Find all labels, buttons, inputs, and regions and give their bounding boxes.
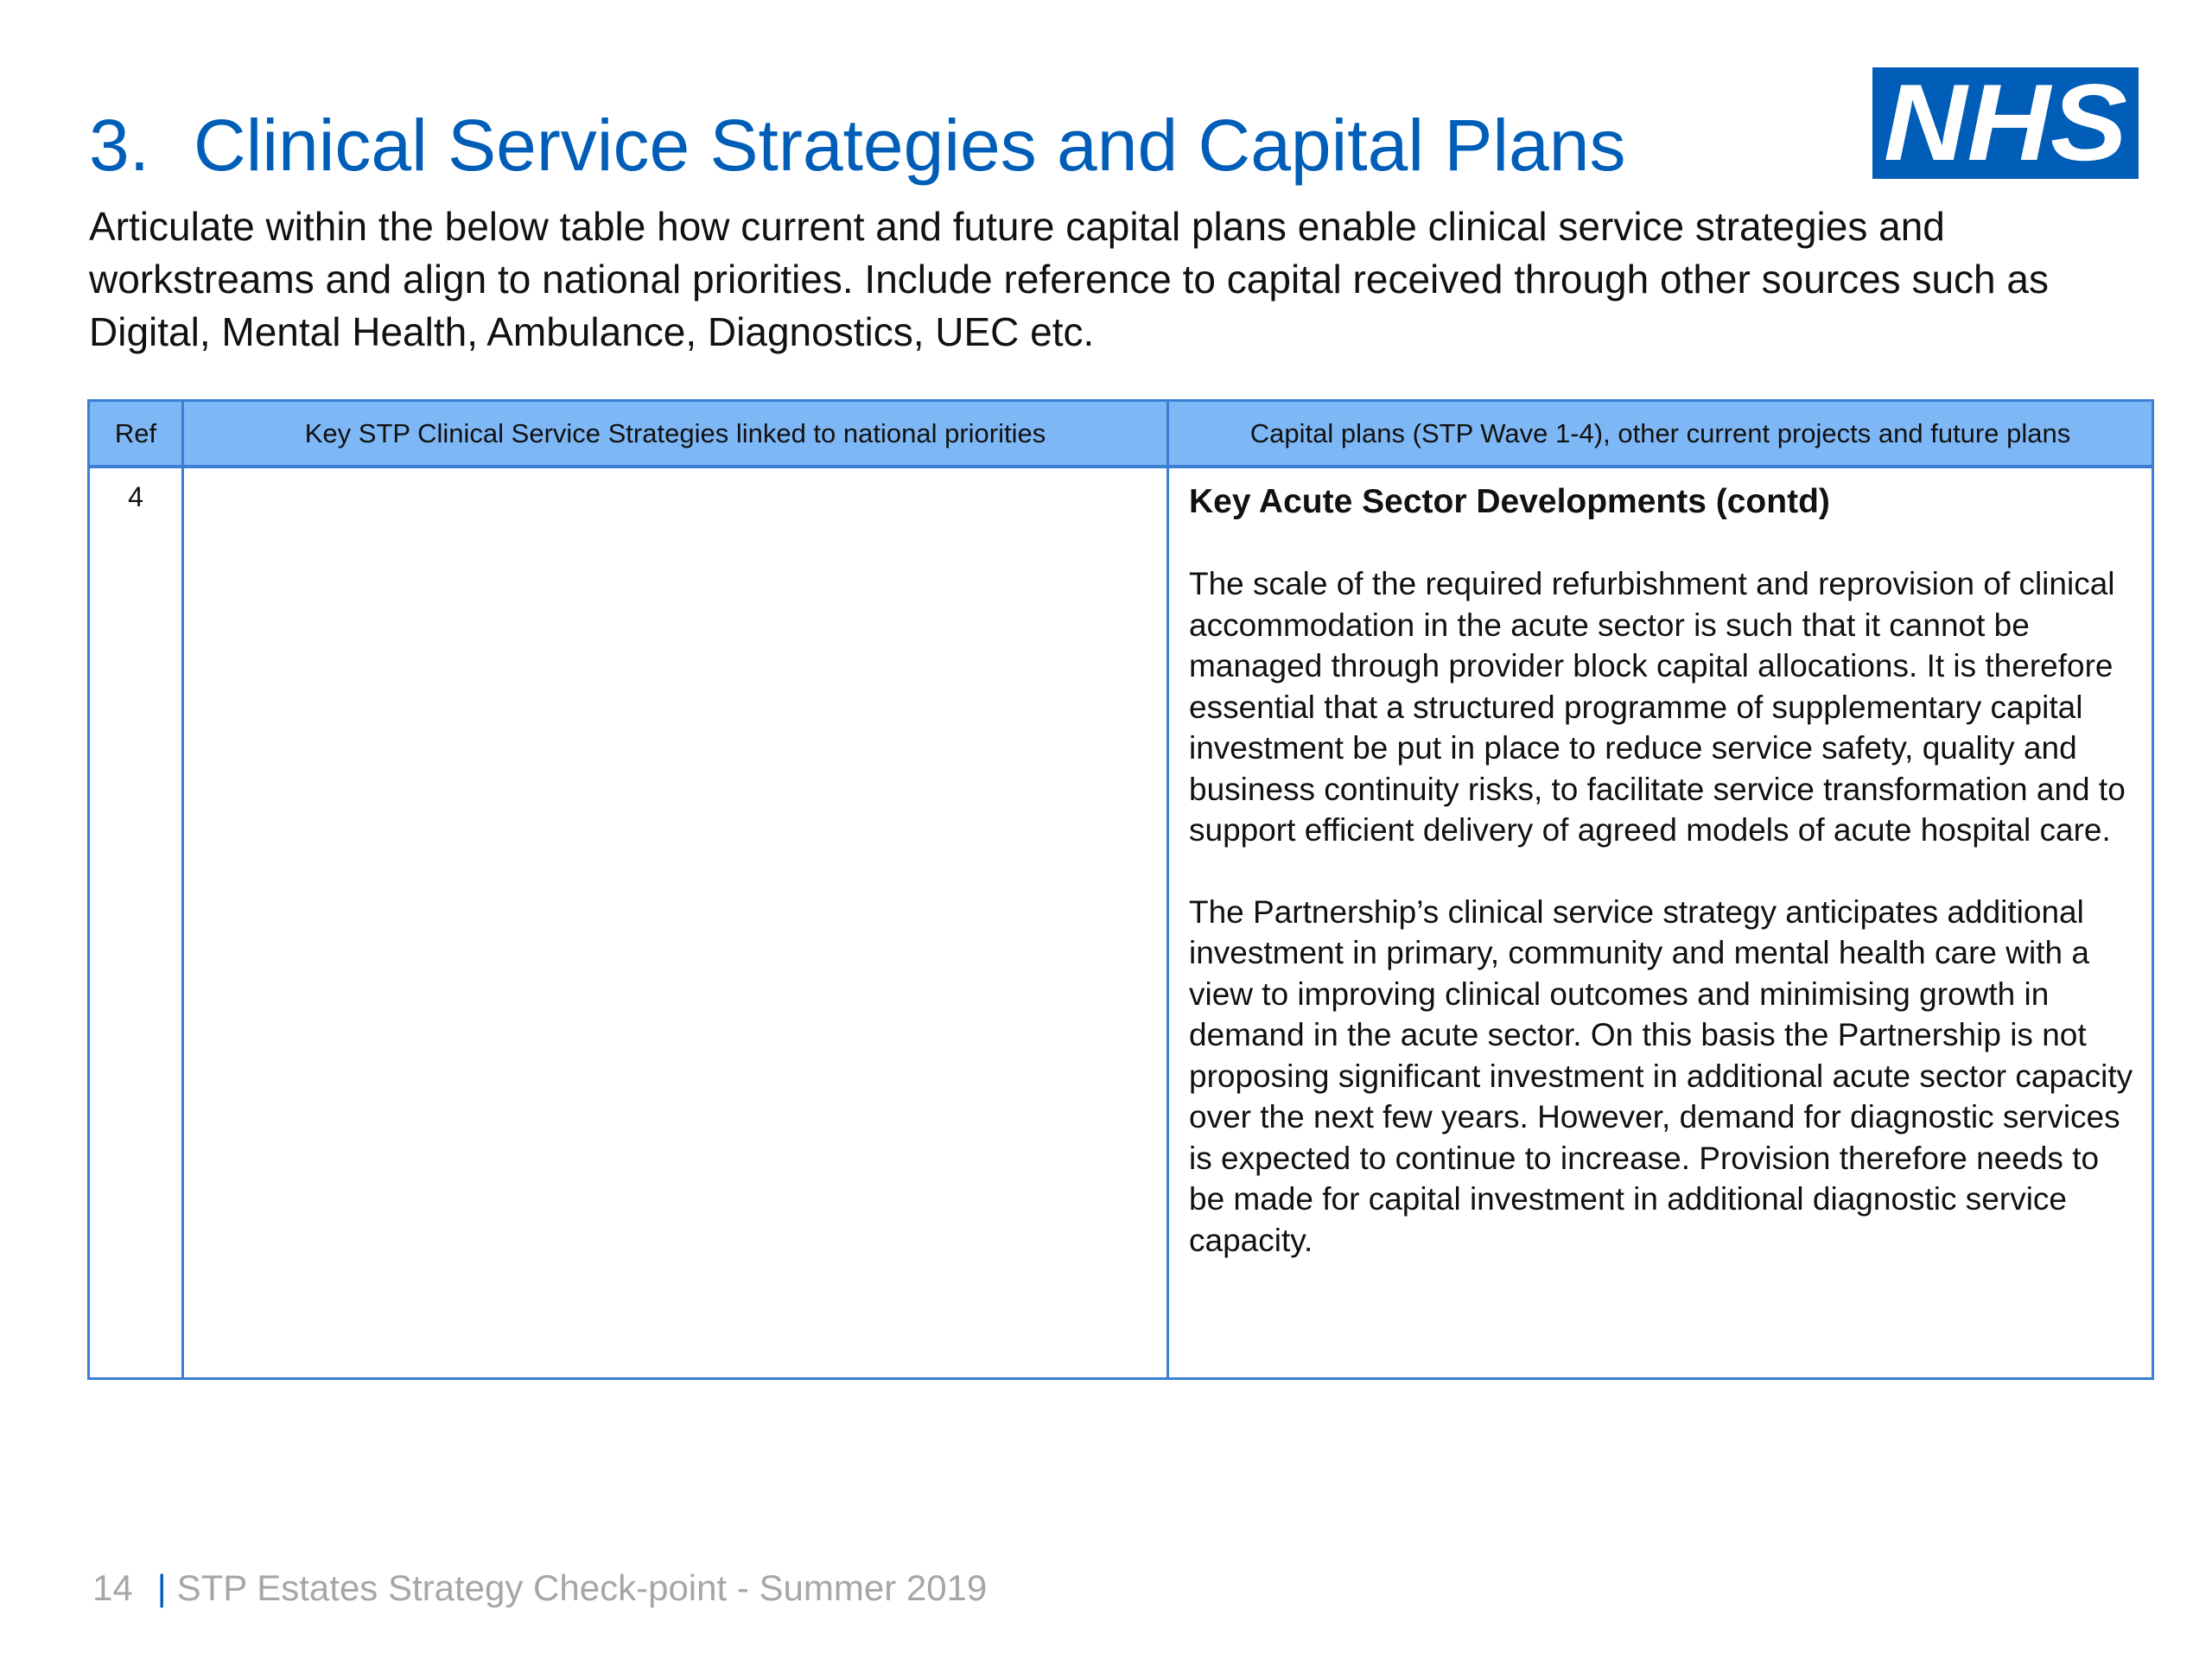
page-title	[89, 102, 1625, 188]
capital-heading: Key Acute Sector Developments (contd)	[1189, 483, 1830, 520]
capital-paragraph-2: The Partnership’s clinical service strategy anticipates additional investment in primary, community and mental health care with a view to improving clinical outcomes and minimising growth in demand in the acute sector. On this basis the Partnership is not proposing significant investment in additional acute sector capacity over the next few years. However, demand for diagnostic services is expected to continue to increase. Provision therefore needs to be made for capital investment in additional diagnostic service capacity.	[1189, 893, 2133, 1258]
footer-text: STP Estates Strategy Check-point - Summer 2019	[176, 1567, 988, 1608]
intro-text: Articulate within the below table how current and future capital plans enable clinical service strategies and workstreams and align to national priorities. Include reference to capital received through other sources such as Digital, Mental Health, Ambulance, Diagnostics, UEC etc.	[89, 204, 2049, 354]
capital-paragraph-1: The scale of the required refurbishment and reprovision of clinical accommodation in the acute sector is such that it cannot be managed through provider block capital allocations. It is therefore essential that a structured programme of supplementary capital investment be put in place to reduce service safety, quality and business continuity risks, to facilitate service transformation and to support efficient delivery of agreed models of acute hospital care.	[1189, 566, 2126, 848]
table-header-row	[90, 402, 2152, 468]
page-number: 14	[92, 1567, 133, 1608]
footer-separator: |	[156, 1567, 167, 1608]
column-divider-1	[181, 402, 184, 1377]
nhs-logo	[1872, 67, 2139, 179]
header-strategies: Key STP Clinical Service Strategies linked to national priorities	[304, 417, 1046, 448]
strategy-table	[87, 399, 2154, 1380]
column-divider-2	[1166, 402, 1169, 1377]
footer	[92, 1566, 987, 1611]
capital-plans-cell	[1189, 481, 2139, 1261]
nhs-logo-text: NHS	[1884, 67, 2127, 179]
title-text: Clinical Service Strategies and Capital Plans	[194, 105, 1626, 186]
row-ref: 4	[128, 481, 143, 512]
header-ref: Ref	[114, 417, 157, 448]
title-number: 3.	[89, 105, 150, 186]
header-capital: Capital plans (STP Wave 1-4), other current projects and future plans	[1249, 417, 2071, 448]
